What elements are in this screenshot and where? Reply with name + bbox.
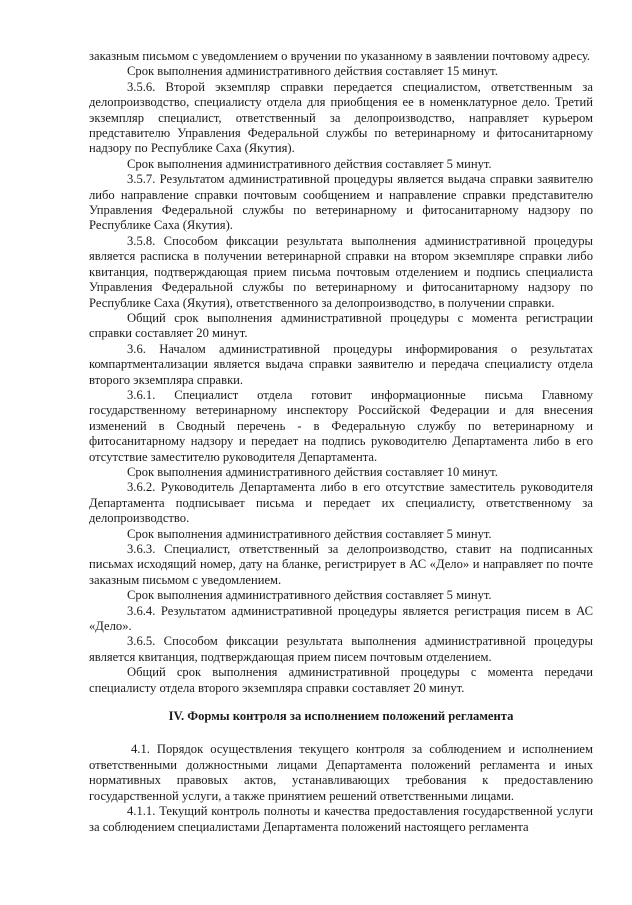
text-block-before-heading bbox=[89, 49, 593, 696]
paragraph: 3.6.5. Способом фиксации результата выполнения административной процедуры является квитанция, подтверждающая прием писем почтовым отделением. bbox=[89, 634, 593, 664]
paragraph: 3.6.2. Руководитель Департамента либо в его отсутствие заместитель руководителя Департамента подписывает письма и передает их специалисту, ответственному за делопроизводство. bbox=[89, 480, 593, 526]
paragraph: 3.6.3. Специалист, ответственный за делопроизводство, ставит на подписанных письмах исходящий номер, дату на бланке, регистрирует в АС «Дело» и направляет по почте заказным письмом с уведомлением. bbox=[89, 542, 593, 587]
paragraph: 3.6. Началом административной процедуры информирования о результатах компартментализации является выдача справки заявителю и передача специалисту отдела второго экземпляра справки. bbox=[89, 341, 593, 387]
paragraph: 3.5.6. Второй экземпляр справки передается специалистом, ответственным за делопроизводство, специалисту отдела для приобщения ее в номенклатурное дело. Третий экземпляр специалист, ответственный за делопроизводство, направляет курьером представителю Управления Федеральной службы по ветеринарному и фитосанитарному надзору по Республике Саха (Якутия). bbox=[89, 79, 593, 156]
paragraph: 4.1.1. Текущий контроль полноты и качества предоставления государственной услуги за соблюдением специалистами Департамента положений настоящего регламента bbox=[89, 804, 593, 834]
paragraph: Срок выполнения административного действия составляет 15 минут. bbox=[127, 64, 498, 79]
paragraph: Срок выполнения административного действия составляет 10 минут. bbox=[127, 464, 498, 479]
paragraph: 3.6.4. Результатом административной процедуры является регистрация писем в АС «Дело». bbox=[89, 603, 593, 634]
section-heading: IV. Формы контроля за исполнением положений регламента bbox=[168, 709, 514, 724]
paragraph: Срок выполнения административного действия составляет 5 минут. bbox=[127, 156, 492, 171]
paragraph: Срок выполнения административного действия составляет 5 минут. bbox=[127, 526, 492, 541]
paragraph: заказным письмом с уведомлением о вручении по указанному в заявлении почтовому адресу. bbox=[89, 49, 591, 63]
paragraph: 4.1. Порядок осуществления текущего контроля за соблюдением и исполнением ответственными должностными лицами Департамента положений регламента и иных нормативных правовых актов, устанавливающих требования к предоставлению государственной услуги, а также принятием решений ответственными лицами. bbox=[89, 742, 593, 803]
paragraph: 3.6.1. Специалист отдела готовит информационные письма Главному государственному ветеринарному инспектору Российской Федерации и для внесения изменений в Сводный перечень - в Федеральную службу по ветеринарному и фитосанитарному надзору и передает на подпись руководителю Департамента либо в его отсутствие заместителю руководителя Департамента. bbox=[89, 387, 593, 464]
text-block-after-heading bbox=[89, 742, 593, 834]
paragraph: Общий срок выполнения административной процедуры с момента регистрации справки составляет 20 минут. bbox=[89, 310, 593, 341]
paragraph: Срок выполнения административного действия составляет 5 минут. bbox=[127, 588, 492, 603]
paragraph: 3.5.8. Способом фиксации результата выполнения административной процедуры является расписка в получении ветеринарной справки на втором экземпляре справки либо квитанция, подтверждающая прием письма почтовым отделением и подпись специалиста Управления Федеральной службы по ветеринарному и фитосанитарному надзору по Республике Саха (Якутия), ответственного за делопроизводство, в получении справки. bbox=[89, 233, 593, 310]
paragraph: 3.5.7. Результатом административной процедуры является выдача справки заявителю либо направление справки почтовым сообщением и направление справки представителю Управления Федеральной службы по ветеринарному и фитосанитарному надзору по Республике Саха (Якутия). bbox=[89, 172, 593, 233]
document-page bbox=[89, 49, 593, 835]
paragraph: Общий срок выполнения административной процедуры с момента передачи специалисту отдела второго экземпляра справки составляет 20 минут. bbox=[89, 665, 593, 695]
